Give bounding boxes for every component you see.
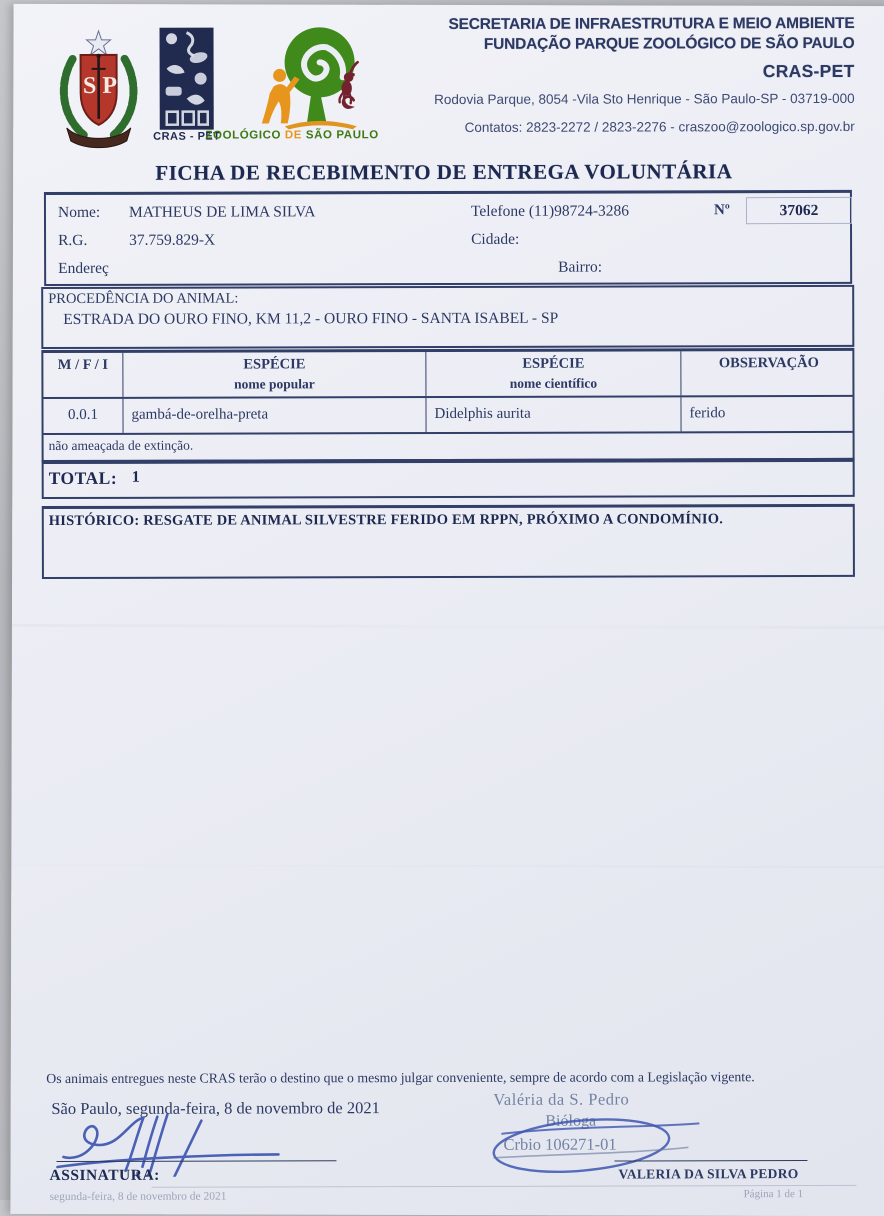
cell-nome-cientifico: Didelphis aurita (426, 397, 681, 432)
mfi-header-label: M / F / I (51, 357, 114, 374)
svg-text:S: S (83, 73, 96, 99)
procedencia-box (41, 285, 854, 349)
especie-popular-title: ESPÉCIE (131, 356, 417, 374)
especie-cientifico-title: ESPÉCIE (434, 355, 672, 373)
org-name-line1: SECRETARIA DE INFRAESTRUTURA E MEIO AMBIENTE (448, 15, 854, 34)
zoo-sao-paulo-logo-icon (256, 20, 370, 130)
col-header-mfi (43, 353, 123, 397)
procedencia-label: PROCEDÊNCIA DO ANIMAL: (48, 291, 238, 308)
cell-observacao: ferido (681, 397, 856, 431)
cidade-label: Cidade: (471, 231, 519, 249)
zoo-wordmark-part1: ZOOLÓGICO (205, 129, 285, 141)
org-name-line2: FUNDAÇÃO PARQUE ZOOLÓGICO DE SÃO PAULO (484, 35, 855, 54)
personal-info-box (44, 190, 852, 286)
species-table-header-row (43, 351, 852, 399)
stamp-registry: Crbio 106271-01 (503, 1134, 713, 1155)
org-address: Rodovia Parque, 8054 -Vila Sto Henrique - São Paulo-SP - 03719-000 (434, 91, 855, 107)
species-table-row (43, 397, 852, 435)
cras-pet-logo-label: CRAS - PET (141, 131, 233, 143)
zoo-wordmark-part3: SÃO PAULO (306, 129, 379, 141)
cell-nome-popular: gambá-de-orelha-preta (123, 398, 426, 433)
bairro-label: Bairro: (558, 259, 602, 277)
assinatura-label: ASSINATURA: (49, 1167, 159, 1185)
rg-label: R.G. (58, 232, 87, 250)
telefone-value: Telefone (11)98724-3286 (471, 203, 629, 221)
cell-mfi: 0.0.1 (43, 399, 123, 433)
especie-cientifico-subtitle: nome científico (434, 375, 672, 392)
col-header-especie-cientifico (426, 351, 681, 396)
responsible-name: VALERIA DA SILVA PEDRO (618, 1166, 798, 1182)
disclaimer-text: Os animais entregues neste CRAS terão o destino que o mesmo julgar conveniente, sempre de acordo com a Legislação vigente. (46, 1069, 754, 1087)
stamp-role: Bióloga (545, 1112, 713, 1130)
unit-name: CRAS-PET (763, 61, 855, 82)
date-line: São Paulo, segunda-feira, 8 de novembro de 2021 (51, 1098, 380, 1119)
procedencia-value: ESTRADA DO OURO FINO, KM 11,2 - OURO FINO - SANTA ISABEL - SP (63, 310, 558, 329)
nome-label: Nome: (58, 204, 100, 222)
historico-box (42, 504, 855, 579)
sao-paulo-coat-of-arms-icon (53, 27, 143, 153)
nome-value: MATHEUS DE LIMA SILVA (129, 203, 316, 221)
footer-faint-date: segunda-feira, 8 de novembro de 2021 (50, 1191, 227, 1203)
total-box (42, 458, 855, 499)
footer-faint-page: Página 1 de 1 (744, 1188, 804, 1200)
species-table (41, 348, 854, 462)
stamp-name: Valéria da S. Pedro (493, 1089, 713, 1110)
form-title: FICHA DE RECEBIMENTO DE ENTREGA VOLUNTÁRIA (44, 159, 844, 186)
endereco-label: Endereç (58, 260, 109, 278)
total-value: 1 (132, 469, 140, 487)
zoo-wordmark-part2: DE (285, 129, 306, 141)
svg-text:P: P (102, 73, 117, 99)
zoo-logo-wordmark (199, 129, 379, 141)
rg-value: 37.759.829-X (129, 232, 215, 250)
historico-text: HISTÓRICO: RESGATE DE ANIMAL SILVESTRE FERIDO EM RPPN, PRÓXIMO A CONDOMÍNIO. (49, 511, 723, 530)
especie-popular-subtitle: nome popular (131, 376, 417, 393)
observacao-header-label: OBSERVAÇÃO (689, 355, 848, 372)
col-header-observacao (681, 351, 856, 395)
numero-value-box: 37062 (746, 197, 852, 224)
total-label: TOTAL: (49, 468, 118, 489)
extinction-note: não ameaçada de extinção. (44, 433, 853, 460)
cras-pet-emblem-icon (158, 27, 214, 131)
org-contacts: Contatos: 2823-2272 / 2823-2276 - craszoo@zoologico.sp.gov.br (465, 119, 855, 135)
col-header-especie-popular (123, 352, 426, 397)
numero-label: Nº (714, 202, 730, 219)
